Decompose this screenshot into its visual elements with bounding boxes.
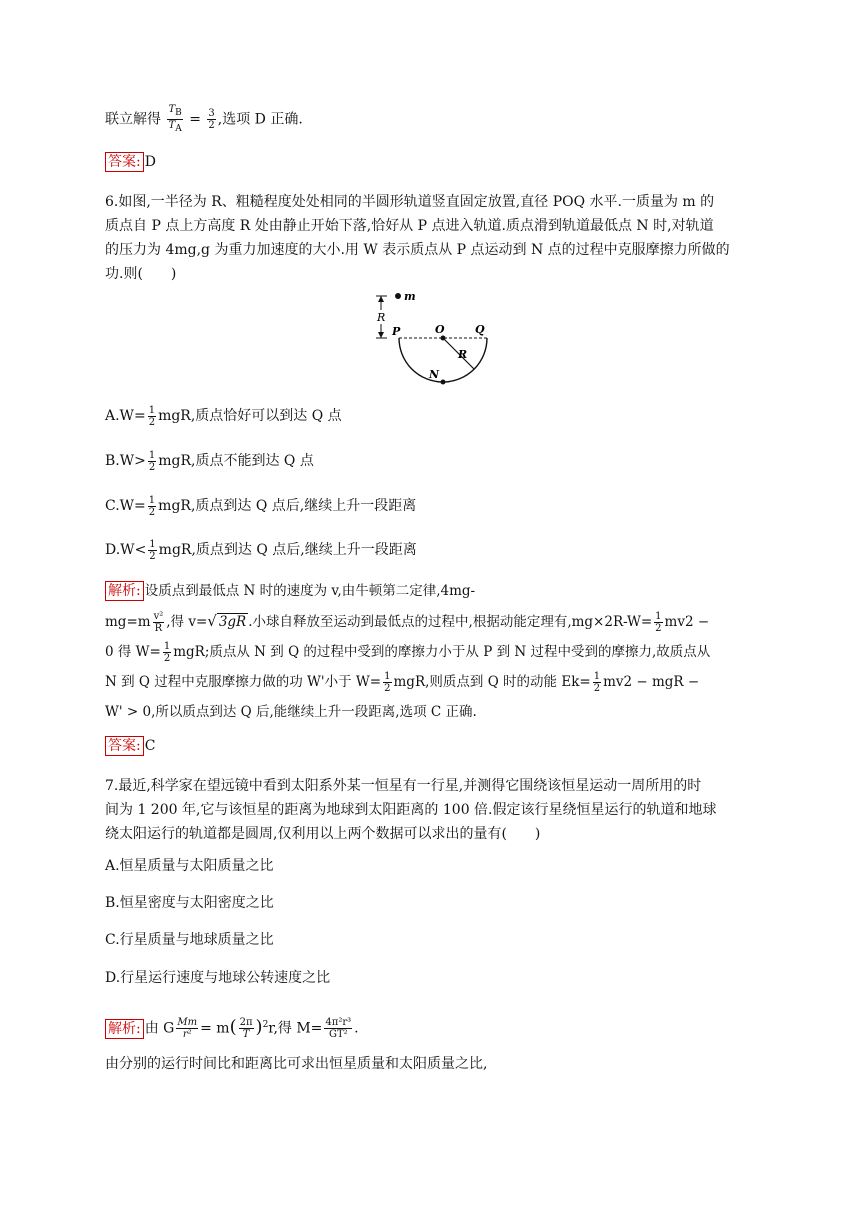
q5-answer-line (105, 150, 755, 174)
q7-stem-line: 7.最近,科学家在望远镜中看到太阳系外某一恒星有一行星,并测得它围绕该恒星运动一周所用的时 (105, 778, 702, 794)
tb-ta-fraction: $\frac{T_B}{T_A}$ (168, 104, 182, 134)
q7-stem-line: 间为 1 200 年,它与该恒星的距离为地球到太阳距离的 100 倍.假定该行星绕恒星运行的轨道和地球 (105, 802, 717, 818)
q7-option-c: C.行星质量与地球质量之比 (105, 932, 274, 948)
q6-analysis: 解析: 设质点到最低点 N 时的速度为 v,由牛顿第二定律,4mg- mg=m $\frac{\text{v²}}{R}$ ,得 v=√ 3gR .小球自释放至运动到最低点的过程中,根据动能定理有,mg×2R-W= $\frac{1}{2}$ mv2 − 0 得 W= $\frac{1}{2}$ mgR;质点从 N 到 Q 的过程中受到的摩擦力小于从 P 到 N 过程中受到的摩擦力,故质点从 N 到 Q 过程中克服摩擦力做的功 W'小于 W= $\frac{1}{2}$ mgR,则质点到 Q 时的动能 Ek= $\frac{1}{2}$ mv2 − mgR − W' > 0,所以质点到达 Q 后,能继续上升一段距离,选项 C 正确. (105, 583, 711, 720)
q7-option-b: B.恒星密度与太阳密度之比 (105, 895, 274, 911)
label-n: N (429, 368, 440, 381)
q7-stem (105, 774, 755, 846)
label-m: m (404, 290, 416, 303)
intro-suffix: ,选项 D 正确. (217, 111, 303, 128)
q7-tail: 由分别的运行时间比和距离比可求出恒星质量和太阳质量之比, (105, 1056, 488, 1072)
label-r-radius: R (458, 348, 468, 361)
semicircle-track-figure (365, 288, 505, 388)
answer-label: 答案: (105, 736, 144, 756)
mass-point (395, 293, 401, 299)
analysis-label: 解析: (105, 1019, 144, 1039)
semicircle-track (399, 338, 487, 382)
q5-answer: D (144, 154, 156, 170)
q7-analysis: 解析: 由 G $\frac{Mm}{\text{r²}}$ = m( $\frac{2\pi}{T}$ )$^2$r,得 M= $\frac{\text{4π²r³}}{\text{GT²}}$ . (105, 1010, 755, 1044)
q6-stem-line: 6.如图,一半径为 R、粗糙程度处处相同的半圆形轨道竖直固定放置,直径 POQ 水平.一质量为 m 的 (105, 194, 715, 210)
q6-stem-line: 质点自 P 点上方高度 R 处由静止开始下落,恰好从 P 点进入轨道.质点滑到轨道最低点 N 时,对轨道 (105, 218, 714, 234)
three-halves-fraction: $\frac{3}{2}$ (208, 108, 215, 131)
q6-answer: C (144, 738, 156, 754)
answer-label: 答案: (105, 152, 144, 172)
q6-answer-line (105, 734, 755, 758)
analysis-label: 解析: (105, 581, 144, 601)
q6-stem-line: 的压力为 4mg,g 为重力加速度的大小.用 W 表示质点从 P 点运动到 N 点的过程中克服摩擦力所做的 (105, 242, 730, 258)
label-p: P (392, 325, 401, 338)
intro-prefix: 联立解得 (105, 111, 161, 128)
q6-stem-line: 功.则( ) (105, 266, 177, 282)
q6-option-c: C.W= $\frac{1}{2}$ mgR,质点到达 Q 点后,继续上升一段距离 (105, 494, 417, 518)
q6-option-d: D.W< $\frac{1}{2}$ mgR,质点到达 Q 点后,继续上升一段距离 (105, 538, 417, 562)
q6-option-a: A.W= $\frac{1}{2}$ mgR,质点恰好可以到达 Q 点 (105, 404, 342, 428)
q6-stem (105, 190, 755, 286)
q7-stem-line: 绕太阳运行的轨道都是圆周,仅利用以上两个数据可以求出的量有( ) (105, 826, 541, 842)
intro-line: 联立解得 $\frac{T_B}{T_A}$ = $\frac{3}{2}$ ,选项 D 正确. (105, 104, 303, 134)
label-q: Q (475, 323, 485, 336)
q6-option-b: B.W> $\frac{1}{2}$ mgR,质点不能到达 Q 点 (105, 449, 314, 473)
q7-option-a: A.恒星质量与太阳质量之比 (105, 858, 274, 874)
label-o: O (435, 323, 445, 336)
label-r-height: R (377, 311, 386, 324)
q7-option-d: D.行星运行速度与地球公转速度之比 (105, 970, 331, 986)
